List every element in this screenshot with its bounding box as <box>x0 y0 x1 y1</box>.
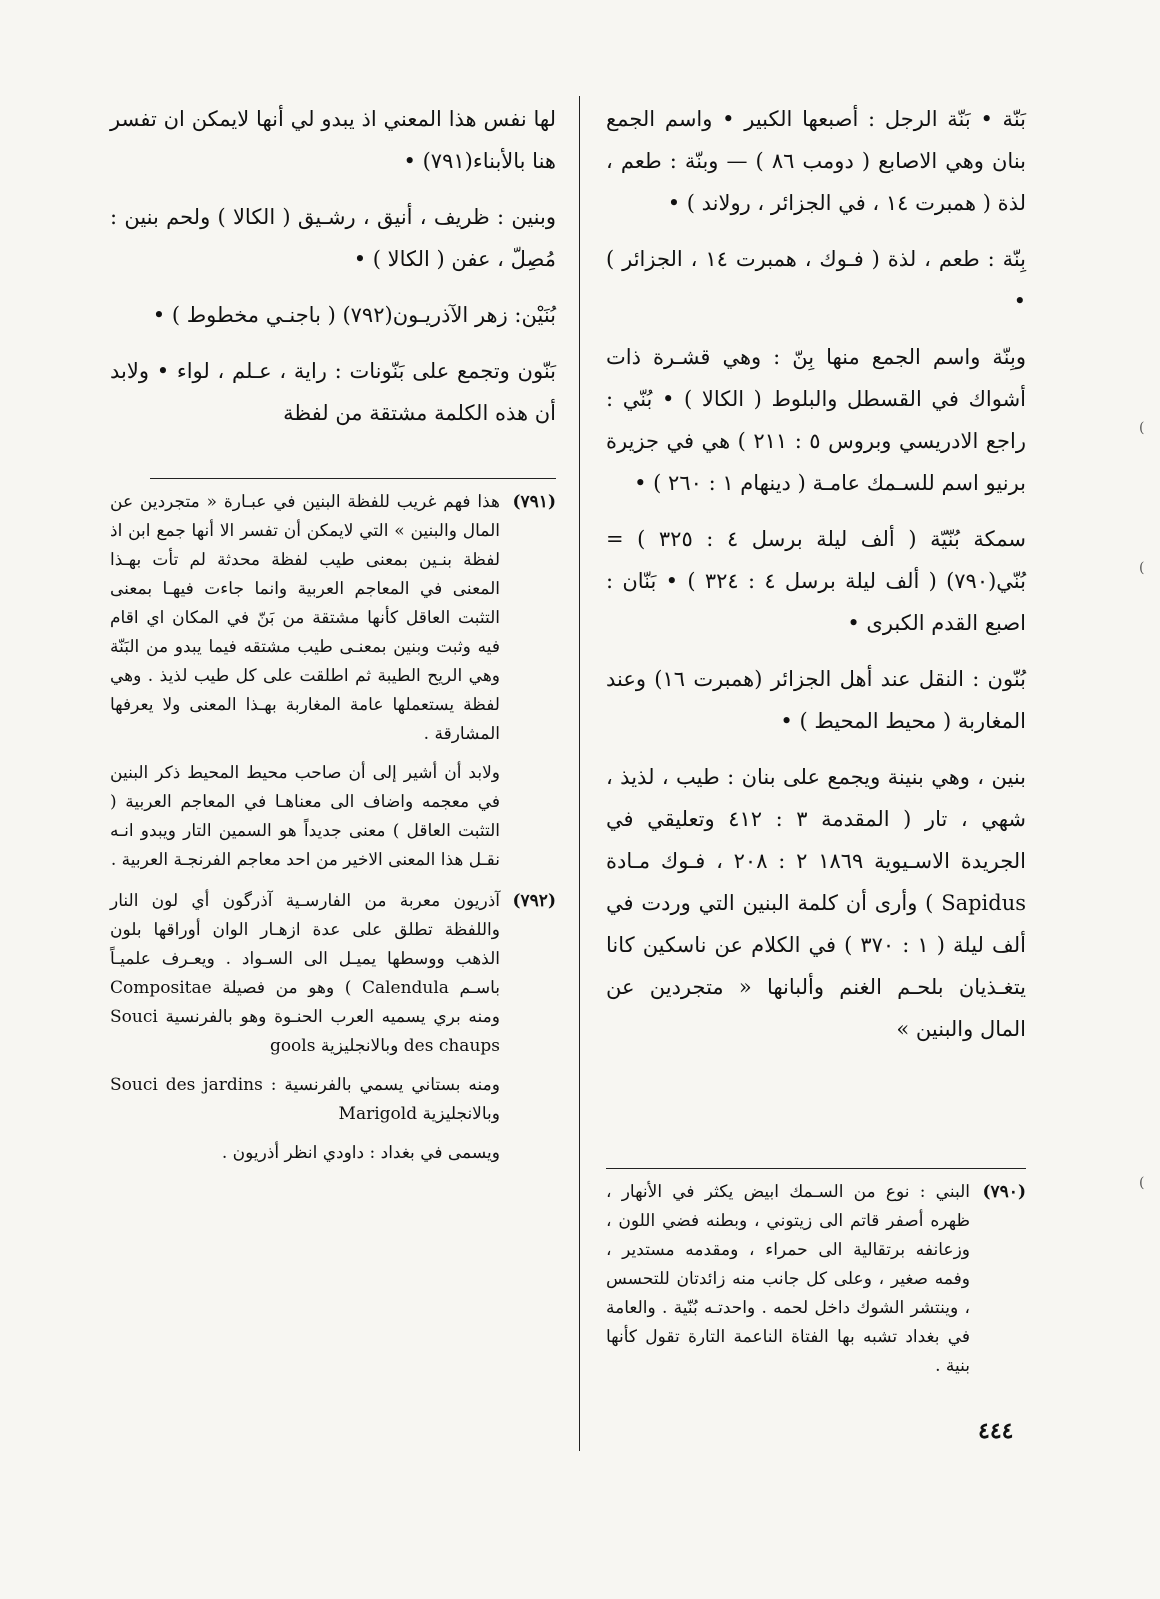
entry-binnah: بِنّة : طعم ، لذة ( فـوك ، همبرت ١٤ ، الجزائر ) • <box>606 247 1027 313</box>
footnote-number: (٧٩٠) <box>982 1182 1026 1202</box>
footnote-text: ولابد أن أشير إلى أن صاحب محيط المحيط ذكر البنين في معجمه واضاف الى معناهـا في المعاجم العربية ( التثبت العاقل ) معنى جديداً هو السمين التار ويبدو انـه نقـل هذا المعنى الاخير من احد معاجم الفرنجـة العربية . <box>110 763 500 870</box>
footnote-number: (٧٩١) <box>512 492 556 512</box>
right-column <box>606 98 1026 1064</box>
entry-continuation: لها نفس هذا المعني اذ يبدو لي أنها لايمكن ان تفسر هنا بالأبناء(٧٩١) • <box>110 107 556 173</box>
entry-bunnun: بُنّون : النقل عند أهل الجزائر (همبرت ١٦) وعند المغاربة ( محيط المحيط ) • <box>606 667 1027 733</box>
footnote-text: هذا فهم غريب للفظة البنين في عبـارة « متجردين عن المال والبنين » التي لايمكن أن تفسر الا أنها جمع ابن اذ لفظة بنـين بمعنى طيب لفظة محدثة لم تأت بهـذا المعنى في المعاجم العربية وانما جاءت فيهـا بمعنى التثبت العاقل كأنها مشتقة من بَنّ في المكان اي اقام فيه وثبت وبنين بمعنـى طيب مشتقه فيما يبدو من البَنّة وهي الريح الطيبة ثم اطلقت على كل طيب لذيذ . وهي لفظة يستعملها عامة المغاربة بهـذا المعنى ولا يعرفها المشارقة . <box>110 492 500 744</box>
footnote-791 <box>110 488 556 875</box>
footnote-text: ويسمى في بغداد : داودي انظر أذريون . <box>221 1143 500 1163</box>
entry-banin: بنين ، وهي بنينة ويجمع على بنان : طيب ، لذيذ ، شهي ، تار ( المقدمة ٣ : ٤١٢ وتعليقي في الجريدة الاسـيوية ١٨٦٩ ٢ : ٢٠٨ ، فـوك مـادة Sapidus ) وأرى أن كلمة البنين التي وردت في ألف ليلة ( ١ : ٣٧٠ ) في الكلام عن ناسكين كانا يتغـذيان بلحـم الغنم وألبانها « متجردين عن المال والبنين » <box>606 765 1026 1041</box>
left-footnotes <box>110 488 556 1180</box>
column-divider <box>579 96 580 1451</box>
right-footnote-separator <box>606 1168 1026 1169</box>
margin-mark: ( <box>1139 420 1145 436</box>
left-footnote-separator <box>150 478 556 479</box>
entry-bunayn: بُنَيْن: زهر الآذريـون(٧٩٢) ( باجنـي مخطوط ) • <box>152 303 556 327</box>
left-column <box>110 98 556 448</box>
entry-bannah: بَنّة • بَنّة الرجل : أصبعها الكبير • واسم الجمع بنان وهي الاصابع ( دومب ٨٦ ) — وبنّة : طعم ، لذة ( همبرت ١٤ ، في الجزائر ، رولاند ) • <box>606 107 1027 215</box>
footnote-text: البني : نوع من السـمك ابيض يكثر في الأنهار ، ظهره أصفر قاتم الى زيتوني ، وبطنه فضي اللون ، وزعانفه برتقالية الى حمراء ، ومقدمه مستدير ، وفمه صغير ، وعلى كل جانب منه زائدتان للتحسس ، وينتشر الشوك داخل لحمه . واحدتـه بُنّية . والعامة في بغداد تشبه بها الفتاة الناعمة التارة تقول كأنها بنية . <box>606 1182 970 1376</box>
footnote-text: ومنه بستاني يسمي بالفرنسية : Souci des jardins وبالانجليزية Marigold <box>110 1075 500 1124</box>
entry-wabanin: وبنين : ظريف ، أنيق ، رشـيق ( الكالا ) ولحم بنين : مُصِلّ ، عفن ( الكالا ) • <box>110 205 556 271</box>
entry-bannun-flag: بَنّون وتجمع على بَنّونات : راية ، عـلم ، لواء • ولابد أن هذه الكلمة مشتقة من لفظة <box>110 359 556 425</box>
page-number: ٤٤٤ <box>978 1418 1014 1444</box>
footnote-792 <box>110 887 556 1168</box>
entry-fish-bunni: سمكة بُنّيّة ( ألف ليلة برسل ٤ : ٣٢٥ ) = بُنّي(٧٩٠) ( ألف ليلة برسل ٤ : ٣٢٤ ) • بَنّان : اصبع القدم الكبرى • <box>606 527 1026 635</box>
margin-mark: ( <box>1139 1175 1145 1191</box>
footnote-text: آذريون معربة من الفارسـية آذرگون أي لون النار واللفظة تطلق على عدة ازهـار الوان أوراقها بلون الذهب ووسطها يميـل الى السـواد . ويعـرف علميـاً باسـم Calendula ) وهو من فصيلة Compositae ومنه بري يسميه العرب الحنـوة وهو بالفرنسية Souci des chaups وبالانجليزية gools <box>110 891 500 1056</box>
entry-binnah-husk: وبِنّة واسم الجمع منها بِنّ : وهي قشـرة ذات أشواك في القسطل والبلوط ( الكالا ) • بُنّي : راجع الادريسي وبروس ٥ : ٢١١ ) هي في جزيرة برنيو اسم للسـمك عامـة ( دينهام ١ : ٢٦٠ ) • <box>606 345 1026 495</box>
margin-mark: ( <box>1139 560 1145 576</box>
footnote-number: (٧٩٢) <box>512 891 556 911</box>
right-footnotes <box>606 1178 1026 1393</box>
footnote-790 <box>606 1178 1026 1381</box>
